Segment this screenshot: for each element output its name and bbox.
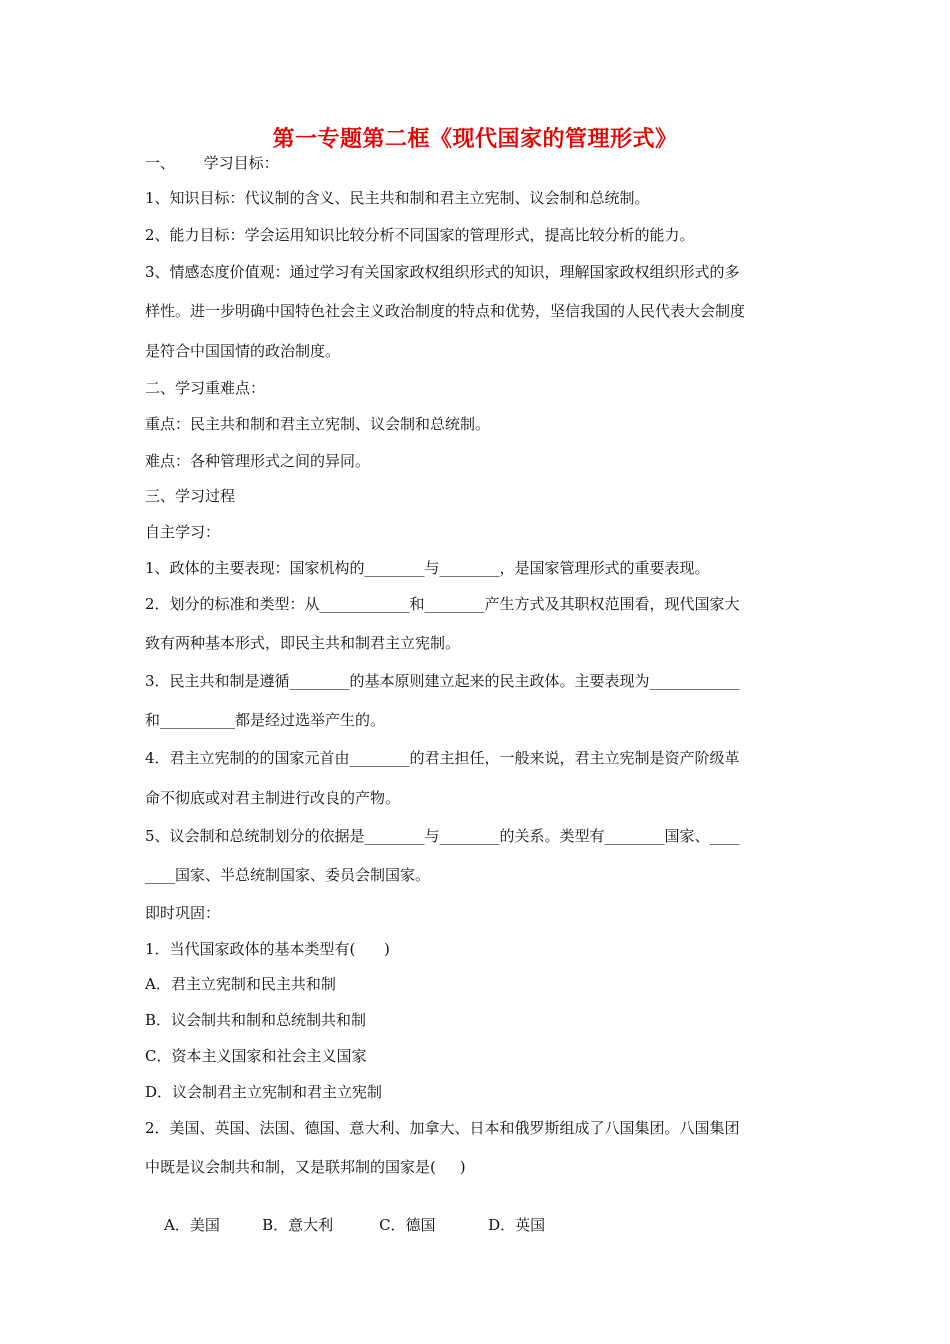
objective-values-line2: 样性。进一步明确中国特色社会主义政治制度的特点和优势，坚信我国的人民代表大会制度 — [145, 302, 746, 320]
self-study-heading: 自主学习： — [145, 523, 221, 541]
objective-knowledge: 1、知识目标：代议制的含义、民主共和制和君主立宪制、议会制和总统制。 — [145, 189, 650, 207]
self-study-q3-line1: 3．民主共和制是遵循________的基本原则建立起来的民主政体。主要表现为____________ — [145, 672, 740, 690]
self-study-q2-line1: 2．划分的标准和类型：从____________和________产生方式及其职权范围看，现代国家大 — [145, 595, 740, 613]
quiz-q2-option-b: B．意大利 — [262, 1216, 334, 1234]
quiz-q2-line1: 2．美国、英国、法国、德国、意大利、加拿大、日本和俄罗斯组成了八国集团。八国集团 — [145, 1119, 740, 1137]
self-study-q4-line1: 4．君主立宪制的的国家元首由________的君主担任，一般来说，君主立宪制是资产阶级革 — [145, 749, 740, 767]
quiz-q1: 1．当代国家政体的基本类型有( ) — [145, 940, 390, 958]
key-point: 重点：民主共和制和君主立宪制、议会制和总统制。 — [145, 415, 491, 433]
quiz-q2-line2: 中既是议会制共和制，又是联邦制的国家是( ) — [145, 1158, 466, 1176]
self-study-q4-line2: 命不彻底或对君主制进行改良的产物。 — [145, 789, 401, 807]
quiz-q2-options — [145, 1195, 807, 1255]
document-title: 第一专题第二框《现代国家的管理形式》 — [272, 127, 678, 152]
difficult-point: 难点：各种管理形式之间的异同。 — [145, 452, 371, 470]
quiz-q1-option-a: A．君主立宪制和民主共和制 — [145, 975, 336, 993]
quiz-q1-option-d: D．议会制君主立宪制和君主立宪制 — [145, 1083, 383, 1101]
self-study-q5-line2: ____国家、半总统制国家、委员会制国家。 — [145, 866, 431, 884]
self-study-q2-line2: 致有两种基本形式，即民主共和制君主立宪制。 — [145, 634, 461, 652]
section-heading-objectives: 一、 学习目标： — [145, 154, 279, 172]
self-study-q3-line2: 和__________都是经过选举产生的。 — [145, 711, 386, 729]
section-heading-process: 三、学习过程 — [145, 487, 236, 505]
objective-ability: 2、能力目标：学会运用知识比较分析不同国家的管理形式，提高比较分析的能力。 — [145, 226, 695, 244]
self-study-q1: 1、政体的主要表现：国家机构的________与________，是国家管理形式的重要表现。 — [145, 559, 710, 577]
quiz-q1-option-b: B．议会制共和制和总统制共和制 — [145, 1011, 367, 1029]
objective-values-line3: 是符合中国国情的政治制度。 — [145, 342, 341, 360]
quiz-q2-option-d: D．英国 — [488, 1216, 546, 1234]
section-heading-keypoints: 二、学习重难点： — [145, 379, 266, 397]
consolidation-heading: 即时巩固： — [145, 904, 221, 922]
objective-values-line1: 3、情感态度价值观：通过学习有关国家政权组织形式的知识，理解国家政权组织形式的多 — [145, 263, 740, 281]
quiz-q1-option-c: C．资本主义国家和社会主义国家 — [145, 1047, 367, 1065]
quiz-q2-option-c: C．德国 — [379, 1216, 436, 1234]
self-study-q5-line1: 5、议会制和总统制划分的依据是________与________的关系。类型有________国家、____ — [145, 827, 740, 845]
quiz-q2-option-a: A．美国 — [164, 1216, 220, 1234]
